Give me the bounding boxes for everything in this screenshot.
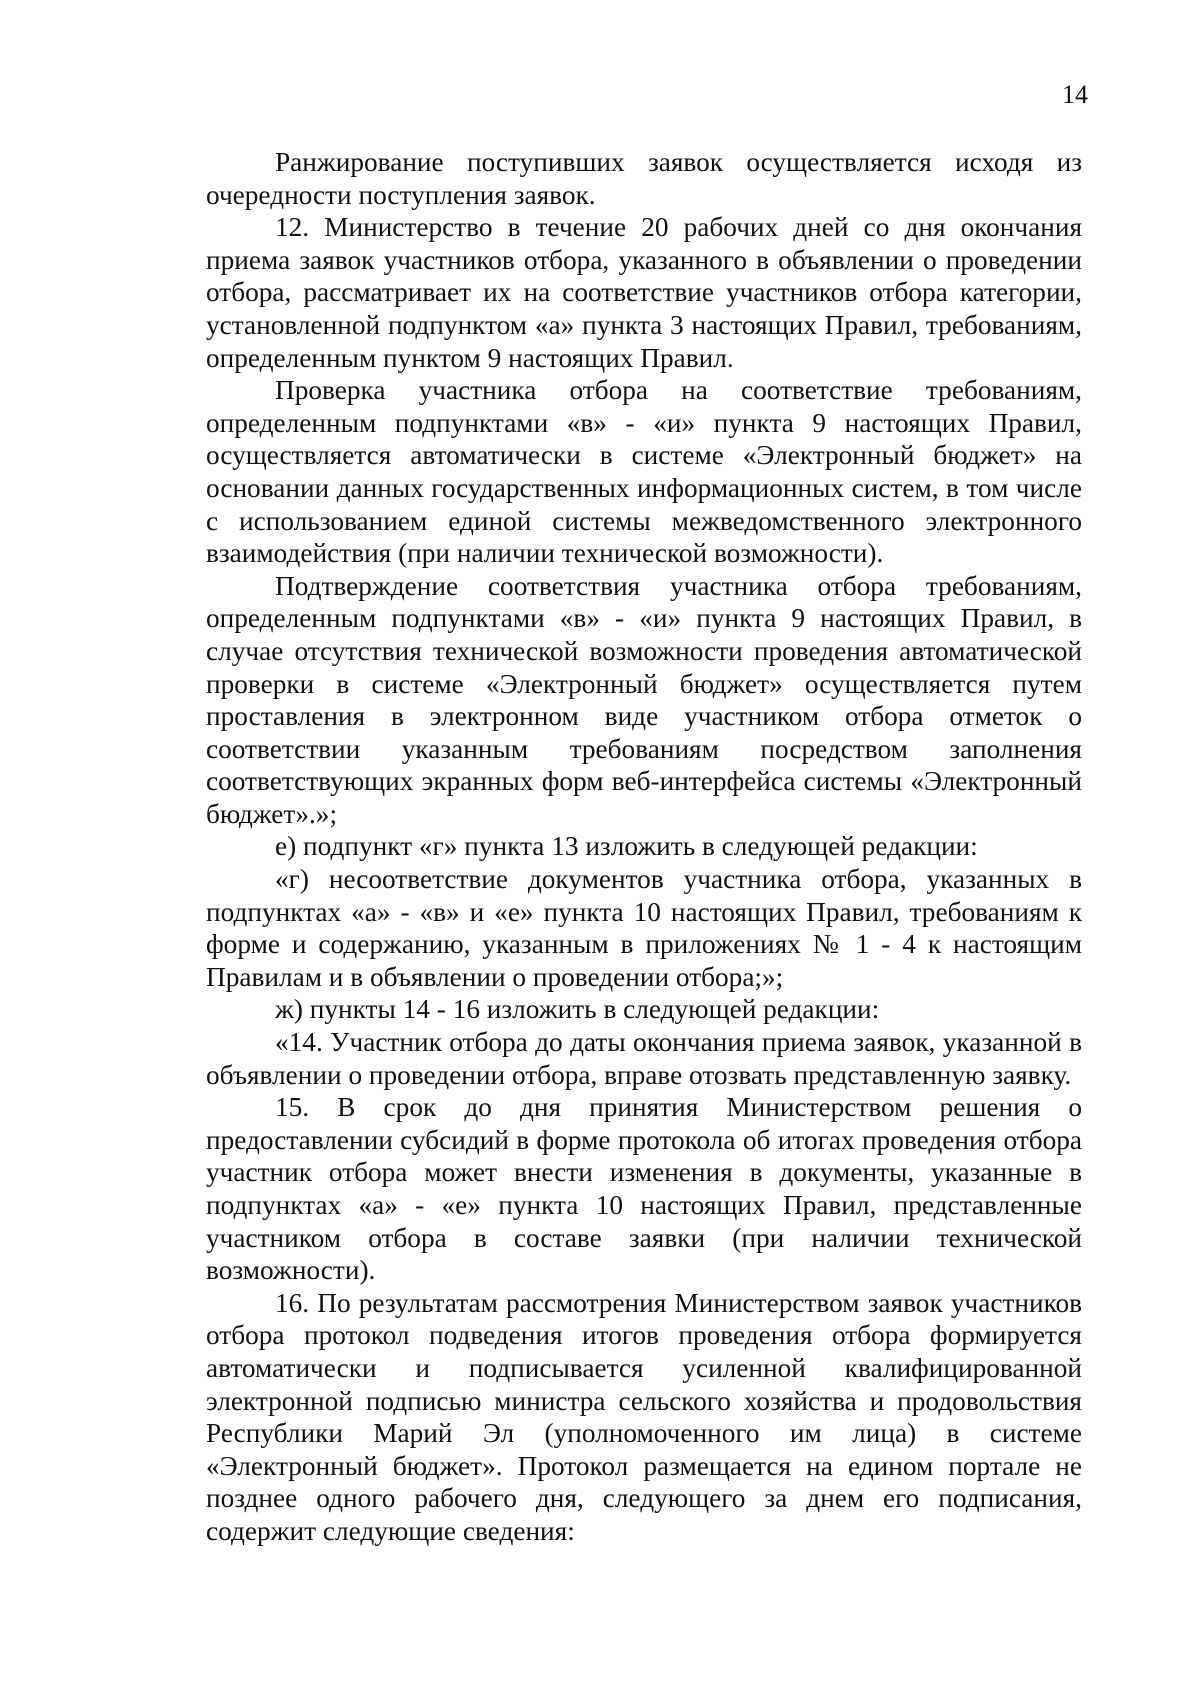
paragraph-amendment-e: е) подпункт «г» пункта 13 изложить в следующей редакции: <box>275 831 978 862</box>
document-body <box>206 146 1082 1548</box>
paragraph-subitem-g: «г) несоответствие документов участника отбора, указанных в подпунктах «а» - «в» и «е» пункта 10 настоящих Правил, требованиям к форме и содержанию, указанным в приложениях № 1 - 4 к настоящим Правилам и в объявлении о проведении отбора;»; <box>206 864 1082 992</box>
paragraph-item-15: 15. В срок до дня принятия Министерством решения о предоставлении субсидий в форме протокола об итогах проведения отбора участник отбора может внести изменения в документы, указанные в подпунктах «а» - «е» пункта 10 настоящих Правил, представленные участником отбора в составе заявки (при наличии технической возможности). <box>206 1092 1082 1286</box>
page-number: 14 <box>1062 80 1088 109</box>
paragraph-auto-check: Проверка участника отбора на соответствие требованиям, определенным подпунктами «в» - «и» пункта 9 настоящих Правил, осуществляется автоматически в системе «Электронный бюджет» на основании данных государственных информационных систем, в том числе с использованием единой системы межведомственного электронного взаимодействия (при наличии технической возможности). <box>206 375 1082 569</box>
paragraph-ranking: Ранжирование поступивших заявок осуществляется исходя из очередности поступления заявок. <box>206 147 1082 210</box>
paragraph-item-12: 12. Министерство в течение 20 рабочих дней со дня окончания приема заявок участников отбора, указанного в объявлении о проведении отбора, рассматривает их на соответствие участников отбора категории, установленной подпунктом «а» пункта 3 настоящих Правил, требованиям, определенным пунктом 9 настоящих Правил. <box>206 212 1082 373</box>
paragraph-item-16: 16. По результатам рассмотрения Министерством заявок участников отбора протокол подведения итогов проведения отбора формируется автоматически и подписывается усиленной квалифицированной электронной подписью министра сельского хозяйства и продовольствия Республики Марий Эл (уполномоченного им лица) в системе «Электронный бюджет». Протокол размещается на едином портале не позднее одного рабочего дня, следующего за днем его подписания, содержит следующие сведения: <box>206 1287 1082 1546</box>
paragraph-confirmation: Подтверждение соответствия участника отбора требованиям, определенным подпунктами «в» - «и» пункта 9 настоящих Правил, в случае отсутствия технической возможности проведения автоматической проверки в системе «Электронный бюджет» осуществляется путем проставления в электронном виде участником отбора отметок о соответствии указанным требованиям посредством заполнения соответствующих экранных форм веб-интерфейса системы «Электронный бюджет».»; <box>206 570 1082 829</box>
paragraph-item-14: «14. Участник отбора до даты окончания приема заявок, указанной в объявлении о проведении отбора, вправе отозвать представленную заявку. <box>206 1027 1082 1090</box>
paragraph-amendment-zh: ж) пункты 14 - 16 изложить в следующей редакции: <box>275 994 880 1025</box>
